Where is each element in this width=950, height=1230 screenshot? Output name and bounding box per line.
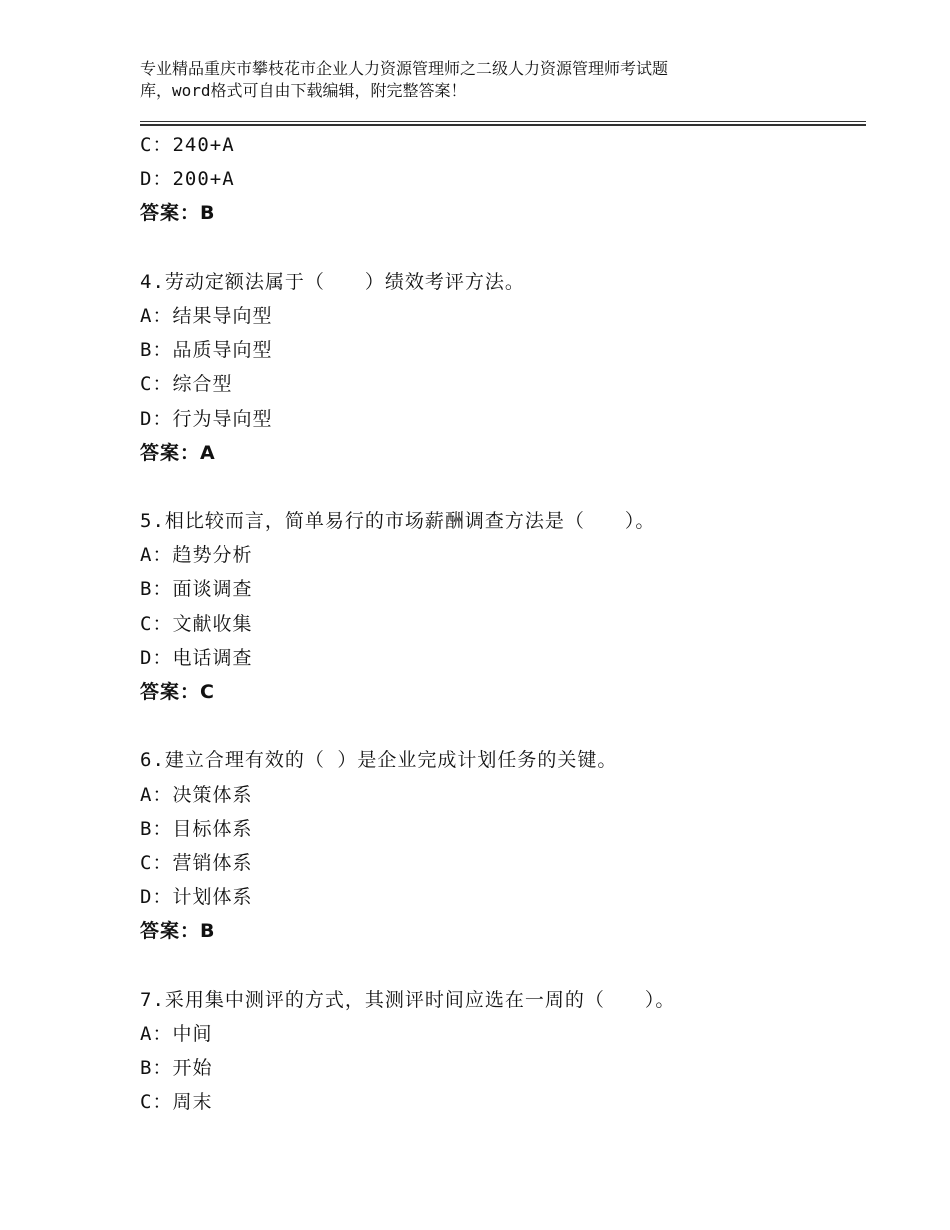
option-d: D：200+A <box>140 168 235 191</box>
question-block-6 <box>140 743 866 948</box>
document-header <box>140 58 800 102</box>
option-b: B：面谈调查 <box>140 578 253 601</box>
option-c: C：周末 <box>140 1091 213 1114</box>
question-block-4 <box>140 265 866 470</box>
option-a: A：中间 <box>140 1022 213 1045</box>
question-block-3 <box>140 128 866 231</box>
question-text: 6.建立合理有效的（ ）是企业完成计划任务的关键。 <box>140 749 618 772</box>
question-text: 5.相比较而言，简单易行的市场薪酬调查方法是（ ）。 <box>140 510 656 533</box>
question-text: 4.劳动定额法属于（ ）绩效考评方法。 <box>140 270 525 293</box>
option-d: D：电话调查 <box>140 646 253 669</box>
header-divider-thick <box>140 124 866 126</box>
question-block-5 <box>140 504 866 709</box>
option-d: D：行为导向型 <box>140 407 273 430</box>
option-c: C：240+A <box>140 134 235 156</box>
question-list <box>140 128 866 1119</box>
block-spacer <box>140 470 866 504</box>
block-spacer <box>140 231 866 265</box>
block-spacer <box>140 709 866 743</box>
option-a: A：决策体系 <box>140 783 253 806</box>
option-a: A：趋势分析 <box>140 544 253 567</box>
question-block-7 <box>140 983 866 1120</box>
option-d: D：计划体系 <box>140 886 253 909</box>
answer-label: 答案：B <box>140 202 216 225</box>
option-b: B：目标体系 <box>140 817 253 840</box>
header-title-line-2: 库，word格式可自由下载编辑，附完整答案！ <box>140 81 467 100</box>
option-a: A：结果导向型 <box>140 304 273 327</box>
option-b: B：品质导向型 <box>140 339 273 362</box>
question-text: 7.采用集中测评的方式，其测评时间应选在一周的（ ）。 <box>140 988 676 1011</box>
header-divider-thin <box>140 121 866 122</box>
option-c: C：文献收集 <box>140 612 253 635</box>
option-c: C：综合型 <box>140 373 233 396</box>
answer-label: 答案：A <box>140 441 216 464</box>
header-title-line-1: 专业精品重庆市攀枝花市企业人力资源管理师之二级人力资源管理师考试题 <box>140 59 669 78</box>
answer-label: 答案：C <box>140 681 215 703</box>
block-spacer <box>140 949 866 983</box>
option-b: B：开始 <box>140 1057 213 1080</box>
option-c: C：营销体系 <box>140 851 253 874</box>
answer-label: 答案：B <box>140 920 216 943</box>
